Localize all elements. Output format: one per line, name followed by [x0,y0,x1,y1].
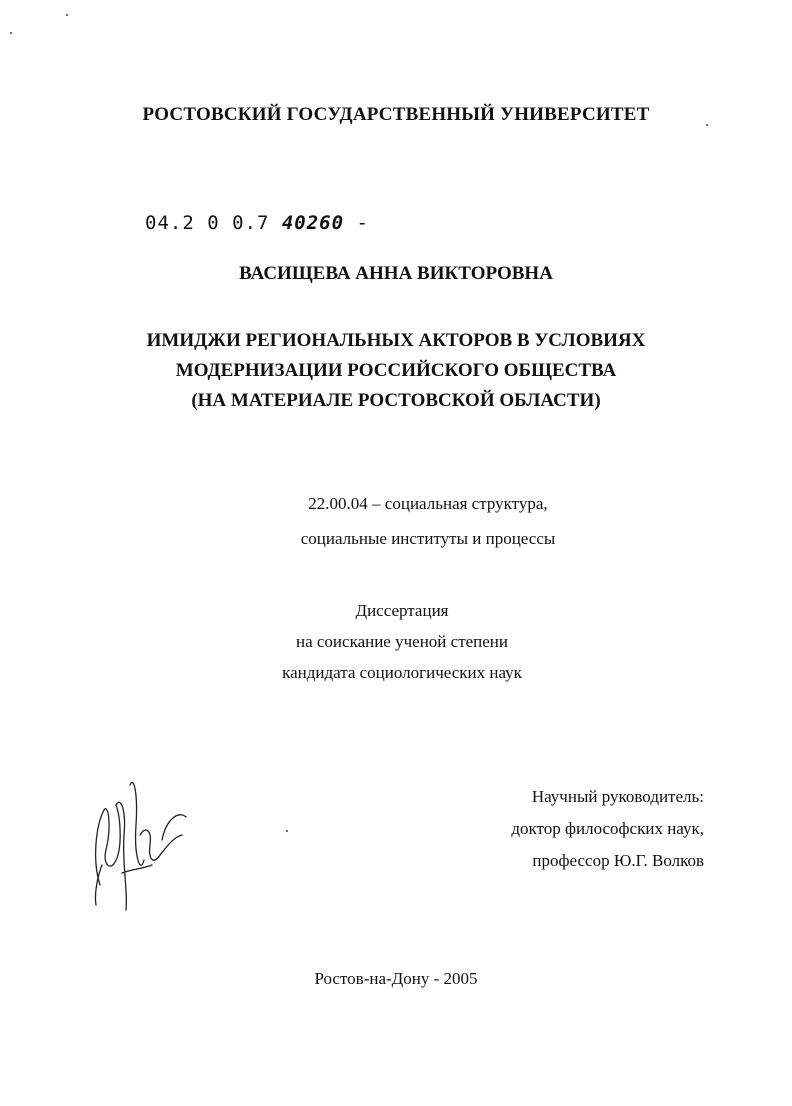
title-line: МОДЕРНИЗАЦИИ РОССИЙСКОГО ОБЩЕСТВА [175,360,617,381]
author-name: ВАСИЩЕВА АННА ВИКТОРОВНА [239,263,553,284]
specialty-code [0,486,792,556]
advisor-line: Научный руководитель: [531,787,704,806]
degree-line: кандидата социологических наук [282,663,522,682]
scan-speck [10,32,12,34]
scientific-advisor [511,781,704,877]
catalog-number-prefix: 04.2 0 0.7 [145,212,270,234]
university-name: РОСТОВСКИЙ ГОСУДАРСТВЕННЫЙ УНИВЕРСИТЕТ [142,104,650,125]
title-line: (НА МАТЕРИАЛЕ РОСТОВСКОЙ ОБЛАСТИ) [191,390,601,411]
dissertation-title [0,326,792,416]
title-line: ИМИДЖИ РЕГИОНАЛЬНЫХ АКТОРОВ В УСЛОВИЯХ [146,330,646,351]
handwritten-signature [82,765,192,915]
advisor-line: доктор философских наук, [511,819,704,838]
catalog-mark: - [344,212,369,234]
degree-line: на соискание ученой степени [295,632,509,651]
specialty-line: 22.00.04 – социальная структура, [308,494,548,513]
specialty-line: социальные институты и процессы [300,529,556,548]
place-and-year: Ростов-на-Дону - 2005 [314,969,478,988]
scan-speck [286,830,288,832]
scan-speck [66,14,68,16]
degree-statement [0,595,792,688]
degree-line: Диссертация [355,601,449,620]
catalog-number [145,212,369,234]
advisor-line: профессор Ю.Г. Волков [532,851,704,870]
catalog-number-main: 40260 [281,212,345,234]
